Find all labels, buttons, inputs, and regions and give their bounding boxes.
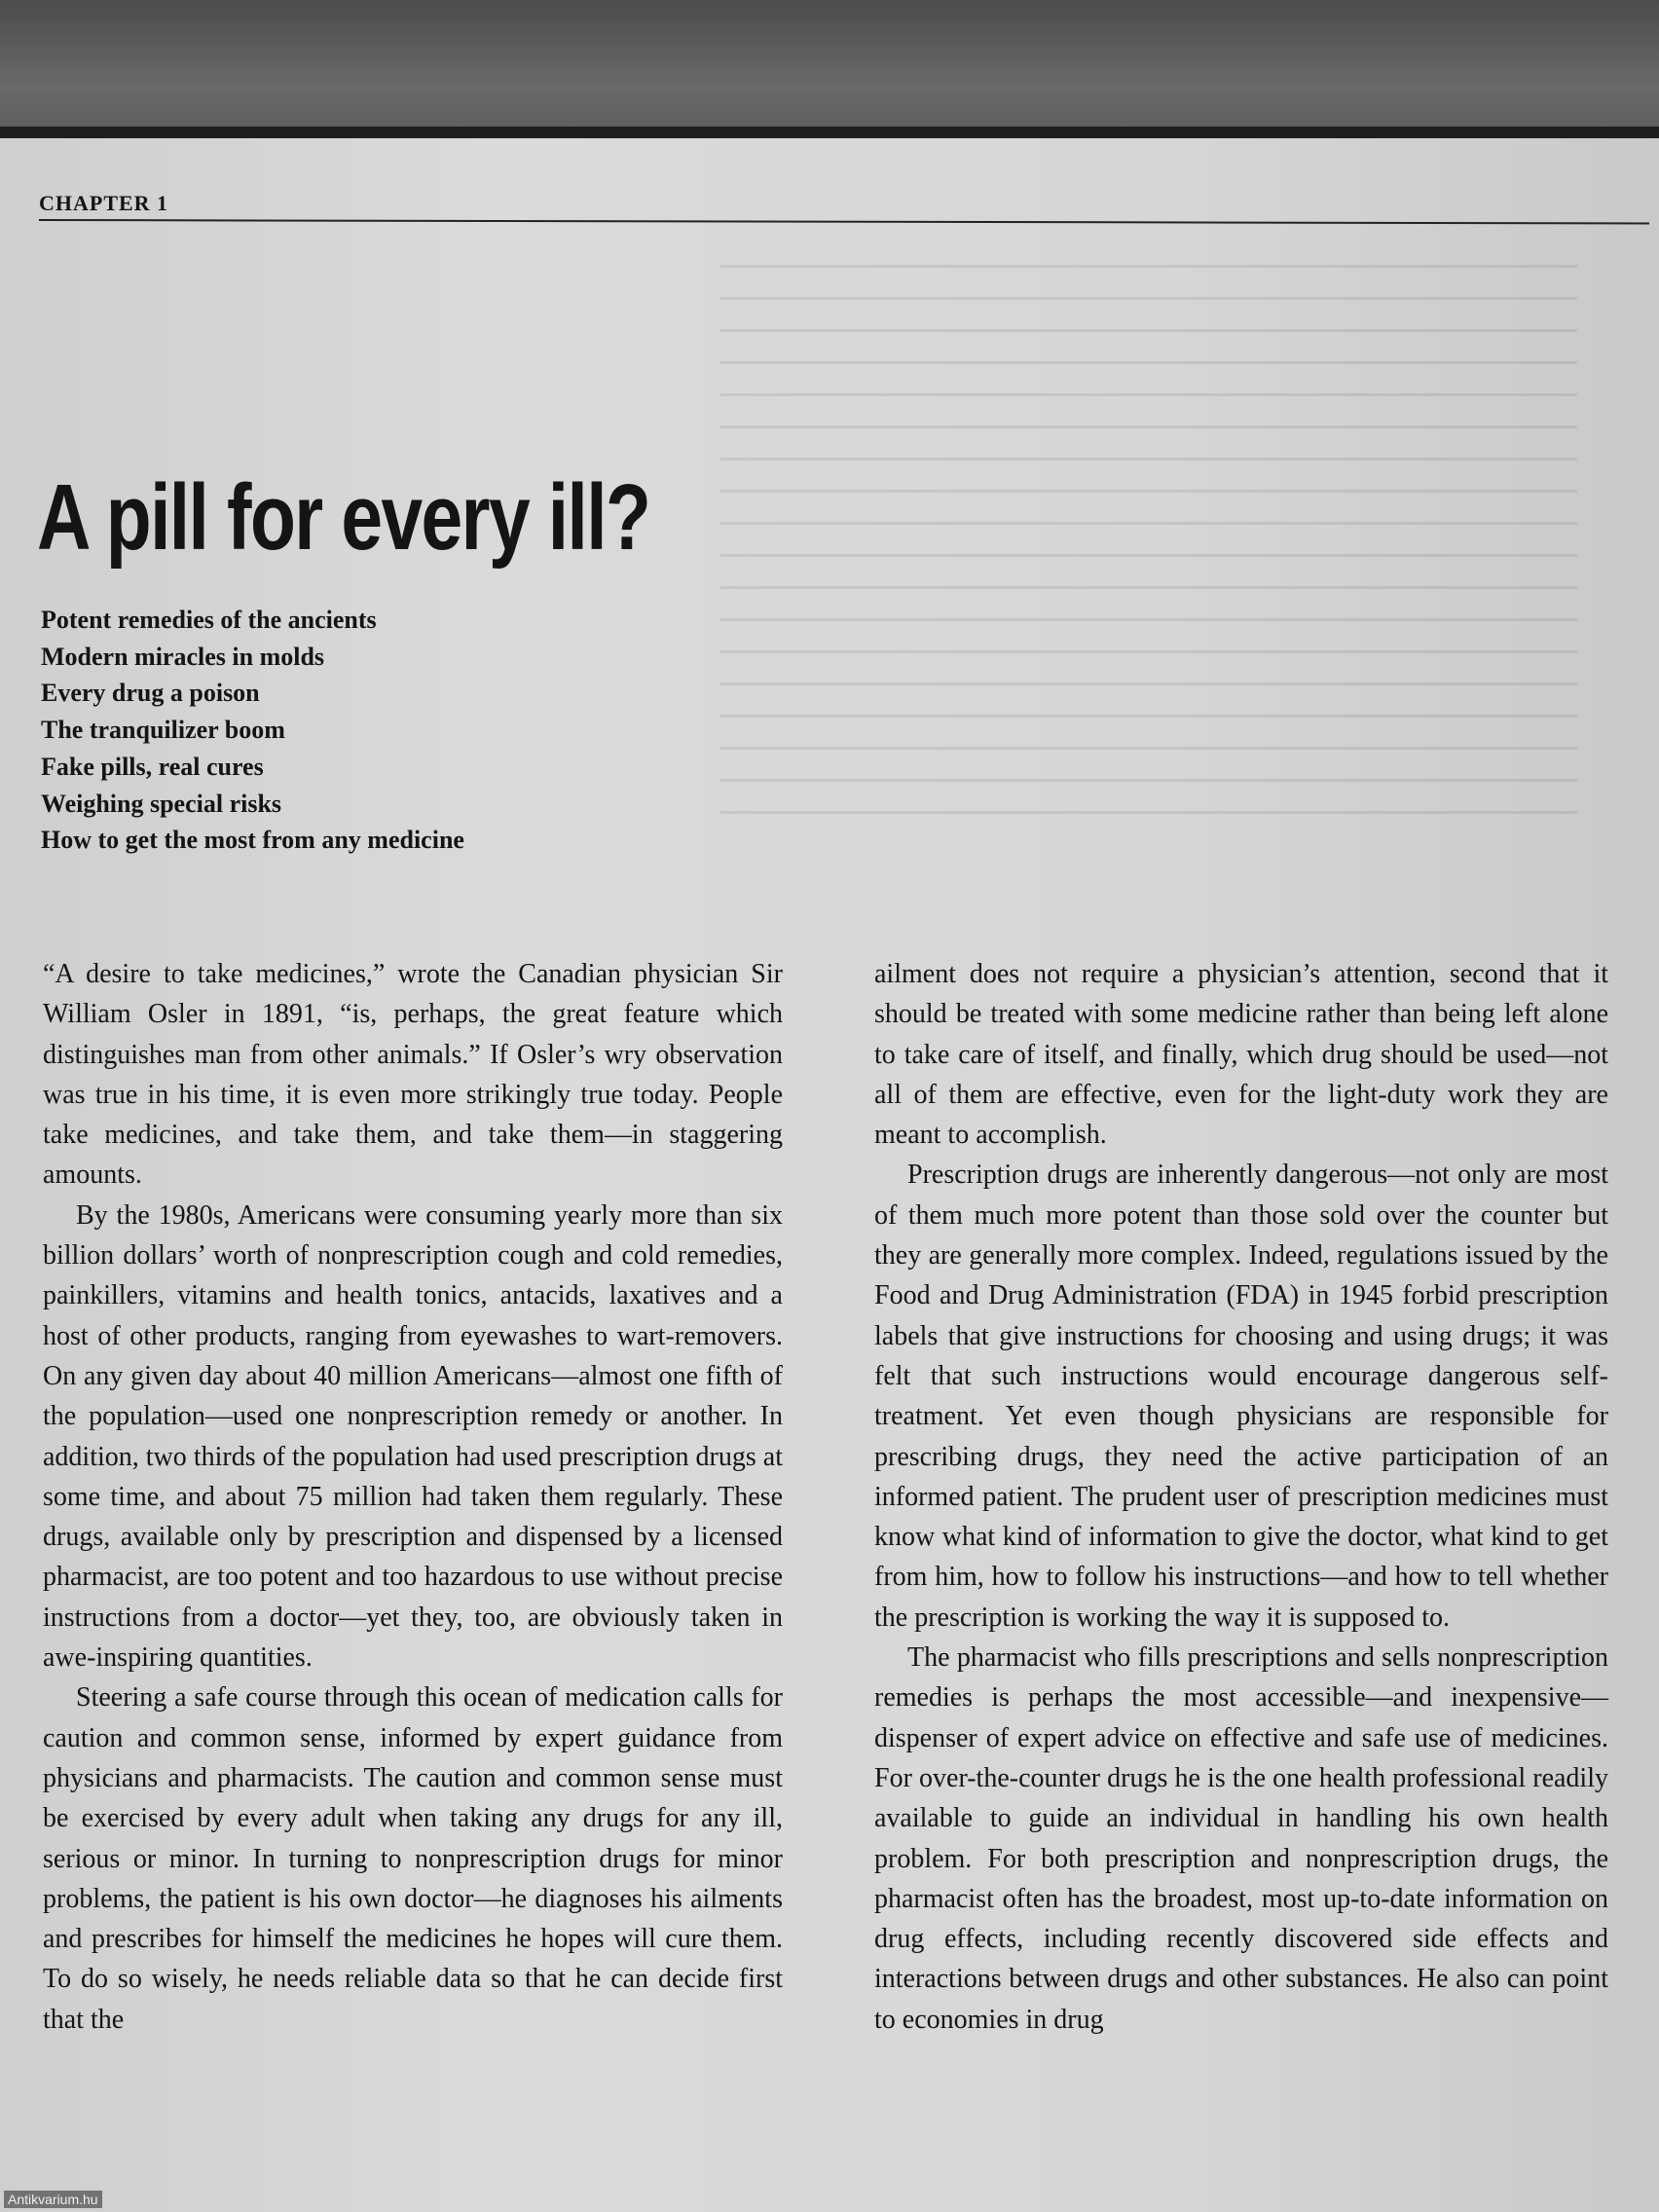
subtopic-list — [41, 602, 464, 859]
body-paragraph: By the 1980s, Americans were consuming yearly more than six billion dollars’ worth of nonprescription cough and cold remedies, painkillers, vitamins and health tonics, antacids, laxatives and a host of other products, ranging from eyewashes to wart-removers. On any given day about 40 million Americans—almost one fifth of the population—used one nonprescription remedy or another. In addition, two thirds of the population had used prescription drugs at some time, and about 75 million had taken them regularly. These drugs, available only by prescription and dispensed by a licensed pharmacist, are too potent and too hazardous to use without precise instructions from a doctor—yet they, too, are obviously taken in awe-inspiring quantities. — [43, 1199, 783, 1674]
show-through-text — [720, 236, 1577, 820]
body-column-left — [43, 954, 783, 2040]
source-watermark: Antikvarium.hu — [4, 2191, 102, 2208]
book-page — [0, 138, 1659, 2212]
body-paragraph: Steering a safe course through this ocean of medication calls for caution and common sense, informed by expert guidance from physicians and pharmacists. The caution and common sense must be exercised by every adult when taking any drugs for any ill, serious or minor. In turning to nonprescription drugs for minor problems, the patient is his own doctor—he diagnoses his ailments and prescribes for himself the medicines he hopes will cure them. To do so wisely, he needs reliable data so that he can decide first that the — [43, 1682, 783, 2035]
subtopic-item: Modern miracles in molds — [41, 642, 325, 671]
chapter-title: A pill for every ill? — [37, 465, 650, 570]
photo-background — [0, 0, 1659, 146]
chapter-label: CHAPTER 1 — [39, 191, 169, 215]
subtopic-item: Every drug a poison — [41, 679, 260, 708]
header-rule — [39, 219, 1649, 224]
subtopic-item: Weighing special risks — [41, 789, 282, 818]
subtopic-item: Potent remedies of the ancients — [41, 606, 377, 634]
subtopic-item: Fake pills, real cures — [41, 752, 264, 781]
body-paragraph: “A desire to take medicines,” wrote the Canadian physician Sir William Osler in 1891, “is, perhaps, the great feature which distinguishes man from other animals.” If Osler’s wry observation was true in his time, it is even more strikingly true today. People take medicines, and take them, and take them—in staggering amounts. — [43, 959, 783, 1191]
body-paragraph: The pharmacist who fills prescriptions and sells nonprescription remedies is perhaps the most accessible—and inexpensive—dispenser of expert advice on effective and safe use of medicines. For over-the-counter drugs he is the one health professional readily available to guide an individual in handling his own health problem. For both prescription and nonprescription drugs, the pharmacist often has the broadest, most up-to-date information on drug effects, including recently discovered side effects and interactions between drugs and other substances. He also can point to economies in drug — [874, 1642, 1608, 2035]
subtopic-item: The tranquilizer boom — [41, 716, 285, 745]
body-paragraph: ailment does not require a physician’s attention, second that it should be treated with some medicine rather than being left alone to take care of itself, and finally, which drug should be used—not all of them are effective, even for the light-duty work they are meant to accomplish. — [874, 959, 1608, 1151]
subtopic-item: How to get the most from any medicine — [41, 826, 464, 855]
body-paragraph: Prescription drugs are inherently dangerous—not only are most of them much more potent than those sold over the counter but they are generally more complex. Indeed, regulations issued by the Food and Drug Administration (FDA) in 1945 forbid prescription labels that give instructions for choosing and using drugs; it was felt that such instructions would encourage dangerous self-treatment. Yet even though physicians are responsible for prescribing drugs, they need the active participation of an informed patient. The prudent user of prescription medicines must know what kind of information to give the doctor, what kind to get from him, how to follow his instructions—and how to tell whether the prescription is working the way it is supposed to. — [874, 1160, 1608, 1633]
body-column-right — [874, 954, 1608, 2040]
